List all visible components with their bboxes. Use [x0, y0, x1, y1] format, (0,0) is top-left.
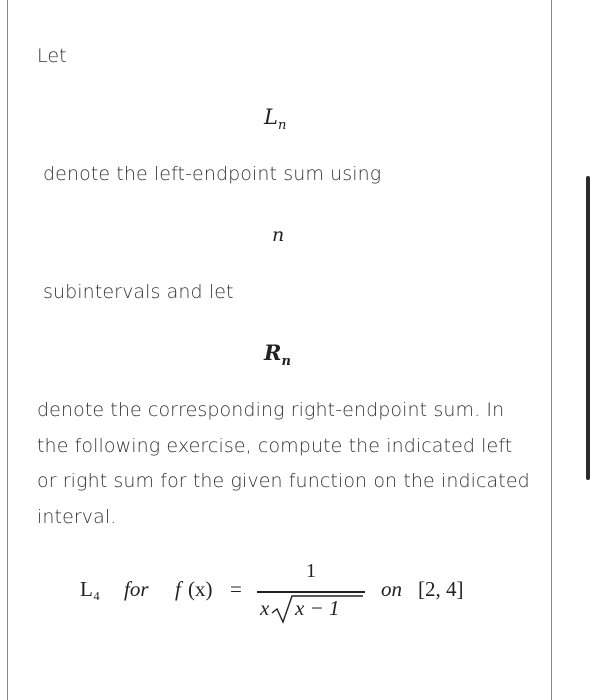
math-l-sub: n: [277, 118, 287, 133]
math-l-base: L: [264, 105, 278, 129]
formula-denominator: [257, 593, 365, 627]
math-r-sub: n: [281, 354, 291, 369]
formula-interval: [2, 4]: [418, 577, 464, 601]
scrollbar-thumb[interactable]: [586, 176, 590, 480]
text-paragraph: denote the corresponding right-endpoint sum. In the following exercise, compute the indicated left or right sum for the given function on the indicated interval.: [37, 399, 530, 528]
math-r-n: [264, 340, 291, 369]
text-let: Let: [37, 45, 67, 67]
formula-numerator: 1: [306, 560, 316, 582]
math-r-base: R: [264, 340, 282, 365]
text-denote-left: denote the left-endpoint sum using: [43, 163, 382, 185]
formula-l4: L₄: [80, 577, 101, 601]
formula-equals: =: [230, 577, 242, 601]
formula-den-x: x: [260, 596, 270, 620]
formula-for: for: [124, 577, 149, 601]
math-l-n: [264, 105, 286, 133]
formula-arg: (x): [188, 577, 213, 601]
formula-fraction: [257, 560, 365, 630]
formula-radicand: x − 1: [295, 596, 340, 620]
formula-on: on: [381, 577, 402, 601]
math-n: n: [272, 224, 285, 246]
text-subintervals: subintervals and let: [43, 281, 234, 303]
formula-f: f: [175, 577, 181, 601]
